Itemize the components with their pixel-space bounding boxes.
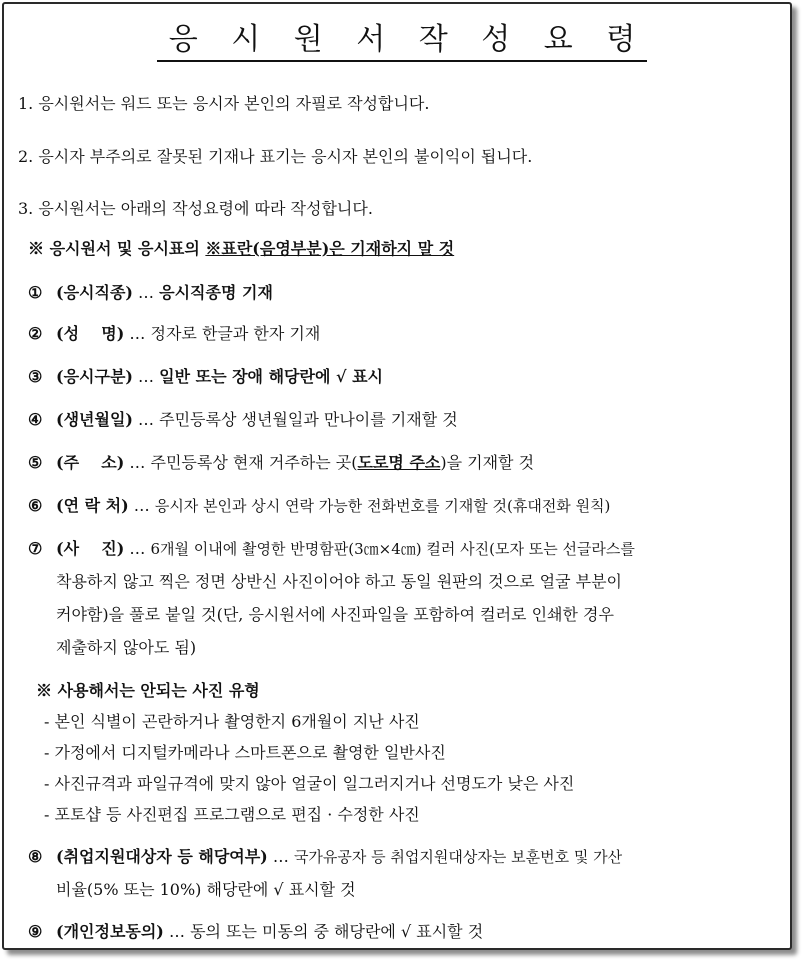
item-text-end: )을 기재할 것	[440, 453, 535, 472]
item-3	[28, 366, 790, 388]
item-text: 국가유공자 등 취업지원대상자는 보훈번호 및 가산	[293, 848, 623, 866]
item-text: 응시자 본인과 상시 연락 가능한 전화번호를 기재할 것(휴대전화 원칙)	[154, 497, 611, 515]
item-text: 주민등록상 생년월일과 만나이를 기재할 것	[159, 410, 458, 429]
photo-type-2: - 가정에서 디지털카메라나 스마트폰으로 촬영한 일반사진	[44, 743, 446, 762]
warning-underlined: ※표란(음영부분)은 기재하지 말 것	[205, 239, 455, 258]
item-label: (연 락 처)	[56, 496, 129, 515]
photo-type-3: - 사진규격과 파일규격에 맞지 않아 얼굴이 일그러지거나 선명도가 낮은 사진	[44, 774, 575, 793]
item-text: 주민등록상 현재 거주하는 곳(	[150, 453, 358, 472]
item-number: ①	[28, 283, 43, 302]
photo-type-4: - 포토샵 등 사진편집 프로그램으로 편집 · 수정한 사진	[44, 805, 420, 824]
item-label: (성 명)	[56, 324, 125, 343]
document-title	[0, 14, 804, 62]
item-number: ③	[28, 367, 43, 386]
item-number: ④	[28, 410, 43, 429]
road-address-emphasis: 도로명 주소	[357, 453, 441, 472]
item-6	[28, 495, 790, 517]
item-8	[28, 846, 790, 868]
benefit-continuation: 비율(5% 또는 10%) 해당란에 √ 표시할 것	[56, 880, 356, 899]
photo-types-heading: ※ 사용해서는 안되는 사진 유형	[36, 681, 260, 700]
note-1: 1. 응시원서는 워드 또는 응시자 본인의 자필로 작성합니다.	[18, 94, 430, 113]
item-text: 정자로 한글과 한자 기재	[150, 324, 321, 343]
photo-continuation-3: 제출하지 않아도 됨)	[56, 638, 197, 657]
item-number: ⑥	[28, 496, 43, 515]
note-3: 3. 응시원서는 아래의 작성요령에 따라 작성합니다.	[18, 199, 373, 218]
item-separator: …	[132, 410, 160, 429]
photo-continuation-1: 착용하지 않고 찍은 정면 상반신 사진이어야 하고 동일 원판의 것으로 얼굴 부분이	[56, 572, 622, 591]
item-2	[28, 323, 790, 345]
item-text: 응시직종명 기재	[159, 283, 273, 302]
item-label: (사 진)	[56, 539, 125, 558]
item-separator: …	[124, 453, 151, 472]
item-text: 6개월 이내에 촬영한 반명함판(3㎝×4㎝) 컬러 사진(모자 또는 선글라스를	[150, 540, 635, 558]
title-text: 응 시 원 서 작 성 요 령	[157, 14, 648, 62]
item-separator: …	[124, 539, 151, 558]
item-4	[28, 409, 790, 431]
item-separator: …	[163, 922, 191, 941]
warning-prefix: ※ 응시원서 및 응시표의	[28, 239, 206, 258]
item-text: 동의 또는 미동의 중 해당란에 √ 표시할 것	[190, 922, 484, 941]
item-label: (응시직종)	[56, 283, 133, 302]
item-label: (개인정보동의)	[56, 922, 164, 941]
item-number: ⑤	[28, 453, 43, 472]
item-separator: …	[132, 367, 160, 386]
item-separator: …	[132, 283, 160, 302]
item-number: ⑨	[28, 922, 43, 941]
item-label: (생년월일)	[56, 410, 133, 429]
item-number: ②	[28, 324, 43, 343]
item-text: 일반 또는 장애 해당란에 √ 표시	[159, 367, 383, 386]
item-separator: …	[128, 496, 155, 515]
item-number: ⑧	[28, 847, 43, 866]
photo-continuation-2: 커야함)을 풀로 붙일 것(단, 응시원서에 사진파일을 포함하여 컬러로 인쇄한 경우	[56, 605, 614, 624]
item-label: (응시구분)	[56, 367, 133, 386]
photo-type-1: - 본인 식별이 곤란하거나 촬영한지 6개월이 지난 사진	[44, 712, 420, 731]
item-label: (주 소)	[56, 453, 125, 472]
warning-line	[28, 238, 790, 260]
item-separator: …	[124, 324, 151, 343]
item-number: ⑦	[28, 539, 43, 558]
item-5	[28, 452, 790, 474]
item-separator: …	[267, 847, 294, 866]
item-9	[28, 921, 790, 943]
note-2: 2. 응시자 부주의로 잘못된 기재나 표기는 응시자 본인의 불이익이 됩니다.	[18, 147, 533, 166]
item-1	[28, 282, 790, 304]
item-label: (취업지원대상자 등 해당여부)	[56, 847, 268, 866]
item-7	[28, 538, 790, 560]
